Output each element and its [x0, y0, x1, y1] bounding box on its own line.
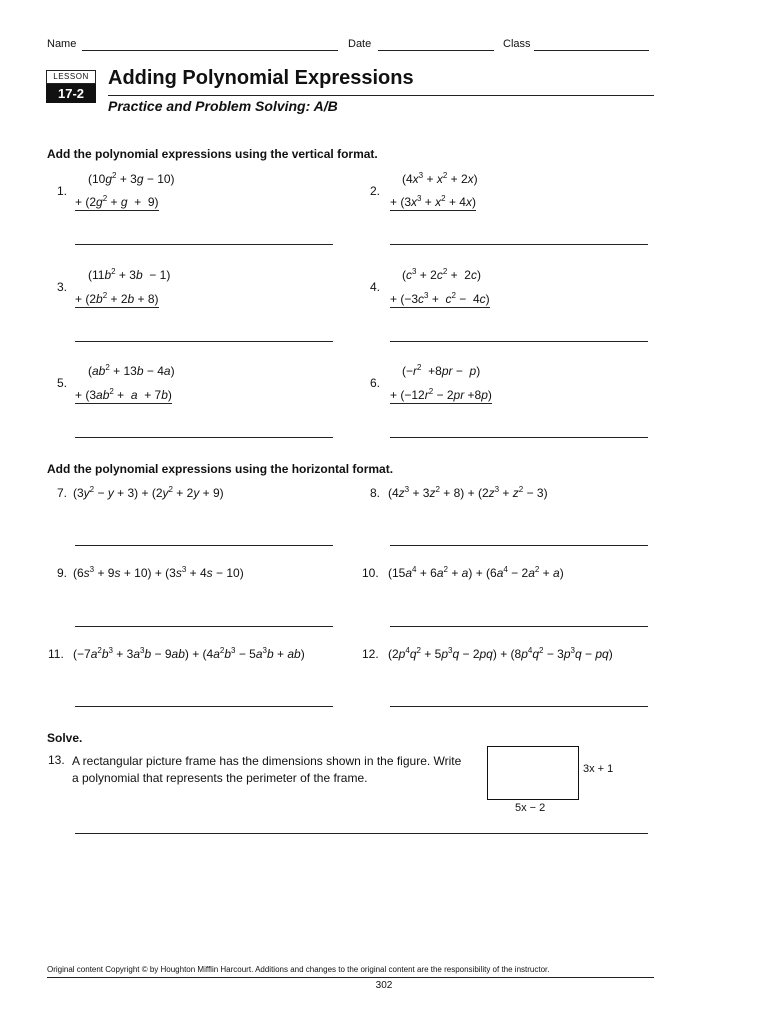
- problem-3-answer-line[interactable]: [75, 341, 333, 342]
- problem-10-answer-line[interactable]: [390, 626, 648, 627]
- problem-8-number: 8.: [370, 486, 381, 500]
- problem-4-answer-line[interactable]: [390, 341, 648, 342]
- lesson-label: LESSON: [46, 70, 96, 84]
- problem-2-answer-line[interactable]: [390, 244, 648, 245]
- lesson-badge: [46, 70, 96, 103]
- problem-4-number: 4.: [370, 280, 381, 294]
- date-label: Date: [348, 38, 372, 50]
- picture-frame-rectangle: [487, 746, 579, 800]
- problem-7-answer-line[interactable]: [75, 545, 333, 546]
- problem-5-answer-line[interactable]: [75, 437, 333, 438]
- section-horizontal-heading: Add the polynomial expressions using the horizontal format.: [47, 462, 394, 476]
- problem-13-number: 13.: [48, 753, 65, 767]
- problem-4-line-2: + $(-3c^3 + c^2 - 4c)$: [390, 291, 490, 306]
- problem-6-line-2: + $(-12r^2 - 2pr +8p)$: [390, 387, 492, 402]
- problem-1-line-1: $(10g^2 + 3g - 10)$: [88, 171, 175, 186]
- problem-5-number: 5.: [57, 376, 68, 390]
- problem-7-number: 7.: [57, 486, 68, 500]
- footer-rule: [47, 977, 654, 978]
- problem-6-line-1: $(-r^2 +8pr - p)$: [402, 363, 481, 378]
- problem-10-number: 10.: [362, 566, 379, 580]
- frame-width-label: 5x − 2: [515, 802, 546, 814]
- problem-6-answer-line[interactable]: [390, 437, 648, 438]
- problem-13-answer-line[interactable]: [75, 833, 648, 834]
- class-label: Class: [503, 38, 531, 50]
- problem-9-expression: $(6s^3 + 9s + 10) + (3s^3 + 4s - 10)$: [73, 565, 244, 580]
- problem-8-expression: $(4z^3 + 3z^2 + 8) + (2z^3 + z^2 - 3)$: [388, 485, 548, 500]
- problem-12-answer-line[interactable]: [390, 706, 648, 707]
- class-line: [534, 50, 649, 51]
- problem-2-number: 2.: [370, 184, 381, 198]
- problem-6-number: 6.: [370, 376, 381, 390]
- lesson-number: 17-2: [46, 84, 96, 103]
- problem-1-number: 1.: [57, 184, 68, 198]
- problem-11-answer-line[interactable]: [75, 706, 333, 707]
- problem-12-expression: $(2p^4q^2 + 5p^3q - 2pq) + (8p^4q^2 - 3p^3q - pq)$: [388, 646, 613, 661]
- problem-5-line-1: $(ab^2 + 13b - 4a)$: [88, 363, 175, 378]
- title-rule: [108, 95, 654, 96]
- name-label: Name: [47, 38, 77, 50]
- problem-9-number: 9.: [57, 566, 68, 580]
- date-line: [378, 50, 494, 51]
- page-subtitle: Practice and Problem Solving: A/B: [108, 98, 338, 114]
- section-vertical-heading: Add the polynomial expressions using the vertical format.: [47, 147, 378, 161]
- problem-2-line-2: + $(3x^3 + x^2 + 4x)$: [390, 194, 476, 209]
- problem-4-line-1: $(c^3 + 2c^2 + 2c)$: [402, 267, 481, 282]
- problem-1-line-2: + $(2g^2 + g + 9)$: [75, 194, 159, 209]
- page-title: Adding Polynomial Expressions: [108, 67, 414, 89]
- problem-5-line-2: + $(3ab^2 + a + 7b)$: [75, 387, 172, 402]
- section-solve-heading: Solve.: [47, 731, 83, 745]
- page-number: 302: [375, 980, 393, 991]
- problem-1-answer-line[interactable]: [75, 244, 333, 245]
- problem-7-expression: $(3y^2 - y + 3) + (2y^2 + 2y + 9)$: [73, 485, 224, 500]
- problem-3-line-2: + $(2b^2 + 2b + 8)$: [75, 291, 159, 306]
- frame-height-label: 3x + 1: [583, 763, 614, 775]
- problem-3-number: 3.: [57, 280, 68, 294]
- problem-11-expression: $(-7a^2b^3 + 3a^3b - 9ab) + (4a^2b^3 - 5a^3b + ab)$: [73, 646, 305, 661]
- problem-13-text: A rectangular picture frame has the dimensions shown in the figure. Write a polynomial that represents the perimeter of the frame.: [72, 754, 462, 785]
- problem-3-line-1: $(11b^2 + 3b - 1)$: [88, 267, 171, 282]
- copyright-notice: Original content Copyright © by Houghton Mifflin Harcourt. Additions and changes to the original content are the responsibility of the instructor.: [47, 965, 550, 974]
- name-line: [82, 50, 338, 51]
- problem-11-number: 11.: [48, 647, 64, 661]
- problem-9-answer-line[interactable]: [75, 626, 333, 627]
- problem-10-expression: $(15a^4 + 6a^2 + a) + (6a^4 - 2a^2 + a)$: [388, 565, 564, 580]
- problem-2-line-1: $(4x^3 + x^2 + 2x)$: [402, 171, 478, 186]
- problem-12-number: 12.: [362, 647, 379, 661]
- problem-8-answer-line[interactable]: [390, 545, 648, 546]
